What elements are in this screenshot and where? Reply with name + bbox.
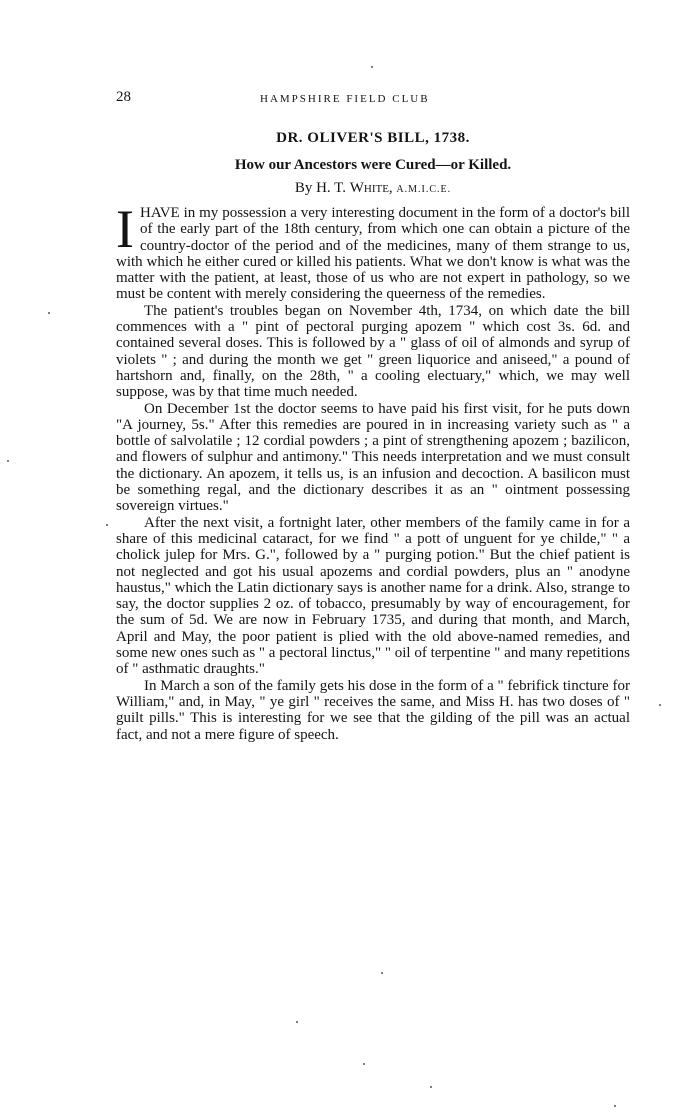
drop-cap: I: [116, 199, 134, 259]
scan-speck: [430, 1086, 432, 1088]
paragraph-4: After the next visit, a fortnight later, other members of the family came in for a share of this medicinal cataract, for we find " a pott of unguent for ye childe," " a cholick julep for Mrs. G.", followed by a " purging potion." But the chief patient is not neglected and got his usual apozems and cordial powders, plus an " anodyne haustus," which the Latin dictionary says is another name for a drink. Also, strange to say, the doctor supplies 2 oz. of tobacco, presumably by way of encouragement, for the sum of 5d. We are now in February 1735, and during that month, and March, April and May, the poor patient is plied with the old above-named remedies, and some new ones such as " a pectoral linctus," " oil of terpentine " and many repetitions of " asthmatic draughts.": [116, 514, 630, 678]
scan-speck: [106, 524, 108, 526]
scan-speck: [659, 704, 661, 706]
paragraph-2: The patient's troubles began on November 4th, 1734, on which date the bill commences with a " pint of pectoral purging apozem " which cost 3s. 6d. and contained several doses. This is followed by a " glass of oil of almonds and syrup of violets " ; and during the month we get " green liquorice and aniseed," a pound of hartshorn and, finally, on the 28th, " a cooling electuary," which, we may well suppose, was by that time much needed.: [116, 302, 630, 401]
article-subtitle: How our Ancestors were Cured—or Killed.: [234, 157, 512, 173]
paragraph-5: In March a son of the family gets his dose in the form of a " febrifick tincture for William," and, in May, " ye girl " receives the same, and Miss H. has two doses of " guilt pills." This is interesting for we see that the gilding of the pill was an actual fact, and not a mere figure of speech.: [116, 677, 630, 743]
scan-speck: [614, 1105, 616, 1107]
byline: [117, 180, 629, 197]
running-head: HAMPSHIRE FIELD CLUB: [260, 93, 430, 105]
scan-speck: [7, 460, 9, 462]
scan-speck: [296, 1021, 298, 1023]
article-body: [116, 199, 630, 743]
scan-speck: [371, 66, 373, 68]
scan-speck: [363, 1063, 365, 1065]
paragraph-3: On December 1st the doctor seems to have paid his first visit, for he puts down "A journey, 5s." After this remedies are poured in in increasing variety such as " a bottle of salvolatile ; 12 cordial powders ; a pint of strengthening apozem ; bazilicon, and flowers of sulphur and antimony." This needs interpretation and we must consult the dictionary. An apozem, it tells us, is an infusion and decoction. A basilicon must be something regal, and the dictionary describes it as an " ointment possessing sovereign virtues.": [116, 400, 630, 515]
paragraph-1-text: HAVE in my possession a very interesting document in the form of a doctor's bill of the early part of the 18th century, from which one can obtain a picture of the country-doctor of the period and of the medicines, many of them strange to us, with which he either cured or killed his patients. What we don't know is what was the matter with the patient, at least, those of us who are not expert in pathology, so we must be content with merely considering the queerness of the remedies.: [116, 205, 630, 303]
author-name: White,: [349, 180, 393, 196]
author-credentials: A.M.I.C.E.: [396, 184, 452, 195]
paragraph-1: [116, 199, 630, 303]
byline-prefix: By H. T.: [294, 180, 350, 196]
article-title: DR. OLIVER'S BILL, 1738.: [276, 130, 470, 146]
page-number: 28: [116, 89, 131, 105]
scan-speck: [48, 312, 50, 314]
scan-speck: [381, 972, 383, 974]
